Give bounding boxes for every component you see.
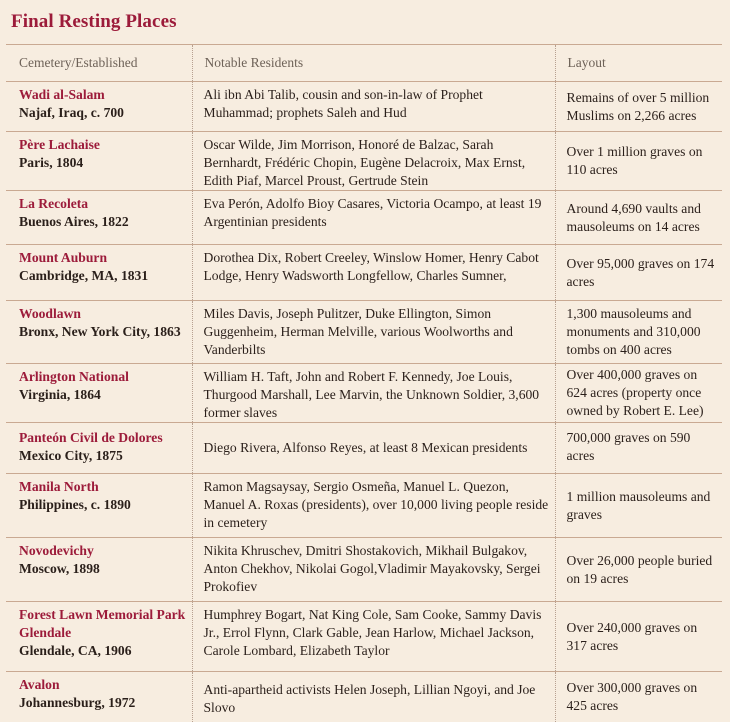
cemetery-table <box>6 45 722 722</box>
cemetery-name: Panteón Civil de Dolores <box>19 429 186 447</box>
cemetery-established: Bronx, New York City, 1863 <box>19 323 186 341</box>
residents-cell: Oscar Wilde, Jim Morrison, Honoré de Balzac, Sarah Bernhardt, Frédéric Chopin, Eugène Delacroix, Max Ernst, Edith Piaf, Marcel Proust, Gertrude Stein <box>192 132 555 191</box>
cemetery-cell <box>6 672 192 722</box>
table-row <box>6 132 722 191</box>
layout-cell: 1,300 mausoleums and monuments and 310,000 tombs on 400 acres <box>555 301 722 364</box>
cemetery-cell <box>6 538 192 602</box>
cemetery-cell <box>6 301 192 364</box>
cemetery-established: Paris, 1804 <box>19 154 186 172</box>
layout-cell: Remains of over 5 million Muslims on 2,266 acres <box>555 82 722 132</box>
layout-cell: 1 million mausoleums and graves <box>555 474 722 538</box>
cemetery-established: Moscow, 1898 <box>19 560 186 578</box>
cemetery-name: Novodevichy <box>19 542 186 560</box>
cemetery-name: Arlington National <box>19 368 186 386</box>
cemetery-established: Philippines, c. 1890 <box>19 496 186 514</box>
cemetery-established: Johannesburg, 1972 <box>19 694 186 712</box>
table-row <box>6 672 722 722</box>
residents-cell: Nikita Khruschev, Dmitri Shostakovich, Mikhail Bulgakov, Anton Chekhov, Nikolai Gogol,Vladimir Mayakovsky, Sergei Prokofiev <box>192 538 555 602</box>
layout-cell: Over 240,000 graves on 317 acres <box>555 602 722 672</box>
table-row <box>6 423 722 474</box>
cemetery-established: Glendale, CA, 1906 <box>19 642 186 660</box>
residents-cell: Dorothea Dix, Robert Creeley, Winslow Homer, Henry Cabot Lodge, Henry Wadsworth Longfellow, Charles Sumner, <box>192 245 555 301</box>
cemetery-cell <box>6 602 192 672</box>
table-row <box>6 474 722 538</box>
layout-cell: Over 300,000 graves on 425 acres <box>555 672 722 722</box>
cemetery-name: Forest Lawn Memorial Park Glendale <box>19 606 186 642</box>
layout-cell: 700,000 graves on 590 acres <box>555 423 722 474</box>
layout-cell: Over 1 million graves on 110 acres <box>555 132 722 191</box>
cemetery-name: Père Lachaise <box>19 136 186 154</box>
residents-cell: Eva Perón, Adolfo Bioy Casares, Victoria Ocampo, at least 19 Argentinian presidents <box>192 191 555 245</box>
cemetery-cell <box>6 82 192 132</box>
table-row <box>6 301 722 364</box>
cemetery-cell <box>6 132 192 191</box>
table-row <box>6 191 722 245</box>
residents-cell: Diego Rivera, Alfonso Reyes, at least 8 Mexican presidents <box>192 423 555 474</box>
cemetery-cell <box>6 245 192 301</box>
column-header-cemetery: Cemetery/Established <box>6 45 192 82</box>
table-row <box>6 538 722 602</box>
cemetery-name: Manila North <box>19 478 186 496</box>
cemetery-cell <box>6 474 192 538</box>
cemetery-cell <box>6 364 192 423</box>
table-row <box>6 82 722 132</box>
cemetery-name: La Recoleta <box>19 195 186 213</box>
cemetery-established: Cambridge, MA, 1831 <box>19 267 186 285</box>
column-header-layout: Layout <box>555 45 722 82</box>
table-row <box>6 245 722 301</box>
cemetery-name: Woodlawn <box>19 305 186 323</box>
cemetery-established: Virginia, 1864 <box>19 386 186 404</box>
cemetery-established: Buenos Aires, 1822 <box>19 213 186 231</box>
table-row <box>6 364 722 423</box>
layout-cell: Over 95,000 graves on 174 acres <box>555 245 722 301</box>
table-body <box>6 82 722 722</box>
cemetery-cell <box>6 191 192 245</box>
table-row <box>6 602 722 672</box>
layout-cell: Over 400,000 graves on 624 acres (property once owned by Robert E. Lee) <box>555 364 722 423</box>
cemetery-name: Mount Auburn <box>19 249 186 267</box>
cemetery-cell <box>6 423 192 474</box>
column-header-residents: Notable Residents <box>192 45 555 82</box>
cemetery-established: Najaf, Iraq, c. 700 <box>19 104 186 122</box>
cemetery-name: Avalon <box>19 676 186 694</box>
residents-cell: William H. Taft, John and Robert F. Kennedy, Joe Louis, Thurgood Marshall, Lee Marvin, the Unknown Soldier, 3,600 former slaves <box>192 364 555 423</box>
page-title: Final Resting Places <box>11 11 177 33</box>
cemetery-established: Mexico City, 1875 <box>19 447 186 465</box>
residents-cell: Ramon Magsaysay, Sergio Osmeña, Manuel L. Quezon, Manuel A. Roxas (presidents), over 10,000 living people reside in cemetery <box>192 474 555 538</box>
layout-cell: Over 26,000 people buried on 19 acres <box>555 538 722 602</box>
cemetery-name: Wadi al-Salam <box>19 86 186 104</box>
residents-cell: Anti-apartheid activists Helen Joseph, Lillian Ngoyi, and Joe Slovo <box>192 672 555 722</box>
residents-cell: Ali ibn Abi Talib, cousin and son-in-law of Prophet Muhammad; prophets Saleh and Hud <box>192 82 555 132</box>
residents-cell: Humphrey Bogart, Nat King Cole, Sam Cooke, Sammy Davis Jr., Errol Flynn, Clark Gable, Jean Harlow, Michael Jackson, Carole Lombard, Elizabeth Taylor <box>192 602 555 672</box>
residents-cell: Miles Davis, Joseph Pulitzer, Duke Ellington, Simon Guggenheim, Herman Melville, various Woolworths and Vanderbilts <box>192 301 555 364</box>
layout-cell: Around 4,690 vaults and mausoleums on 14 acres <box>555 191 722 245</box>
table-header-row <box>6 45 722 82</box>
